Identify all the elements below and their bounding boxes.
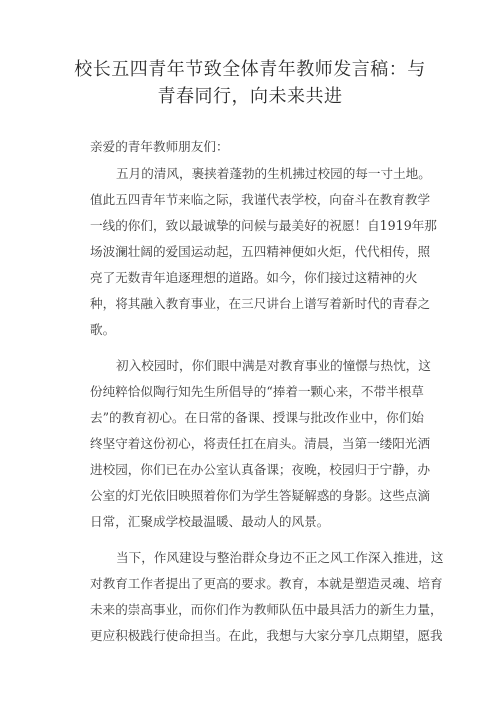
paragraph-line: 歌。 [90, 322, 116, 337]
paragraph-1 [90, 161, 437, 343]
paragraph-line: 亮了无数青年追逐理想的道路。如今，你们接过这精神的火 [90, 270, 418, 285]
paragraph-3 [90, 545, 444, 649]
paragraph-line: 对教育工作者提出了更高的要求。教育，本就是塑造灵魂、培育 [90, 576, 443, 591]
salutation: 亲爱的青年教师朋友们： [90, 139, 229, 154]
paragraph-line: 场波澜壮阔的爱国运动起，五四精神便如火炬，代代相传，照 [90, 244, 431, 259]
title-line-2: 青春同行，向未来共进 [157, 86, 343, 107]
document-title [60, 56, 440, 110]
paragraph-line: 当下，作风建设与整治群众身边不正之风工作深入推进，这 [116, 550, 444, 565]
paragraph-line: 未来的崇高事业，而你们作为教师队伍中最具活力的新生力量， [90, 602, 443, 617]
paragraph-2 [90, 353, 431, 535]
paragraph-line: 值此五四青年节来临之际，我谨代表学校，向奋斗在教育教学 [90, 192, 431, 207]
paragraph-line: 日常，汇聚成学校最温暖、最动人的风景。 [90, 514, 330, 529]
paragraph-line: 终坚守着这份初心，将责任扛在肩头。清晨，当第一缕阳光洒 [90, 436, 431, 451]
paragraph-line: 种，将其融入教育事业，在三尺讲台上谱写着新时代的青春之 [90, 296, 431, 311]
paragraph-line: 公室的灯光依旧映照着你们为学生答疑解惑的身影。这些点滴 [90, 488, 431, 503]
paragraph-line: 进校园，你们已在办公室认真备课；夜晚，校园归于宁静，办 [90, 462, 431, 477]
paragraph-line: 一线的你们，致以最诚挚的问候与最美好的祝愿！自1919年那 [90, 218, 437, 233]
paragraph-line: 更应积极践行使命担当。在此，我想与大家分享几点期望，愿我 [90, 628, 443, 643]
paragraph-line: 去”的教育初心。在日常的备课、授课与批改作业中，你们始 [90, 410, 424, 425]
document-body [90, 133, 444, 649]
paragraph-line: 五月的清风，裹挟着蓬勃的生机拂过校园的每一寸土地。 [116, 166, 431, 181]
paragraph-line: 份纯粹恰似陶行知先生所倡导的“捧着一颗心来，不带半根草 [90, 384, 424, 399]
paragraph-line: 初入校园时，你们眼中满是对教育事业的憧憬与热忱，这 [116, 358, 431, 373]
title-line-1: 校长五四青年节致全体青年教师发言稿：与 [74, 59, 426, 80]
